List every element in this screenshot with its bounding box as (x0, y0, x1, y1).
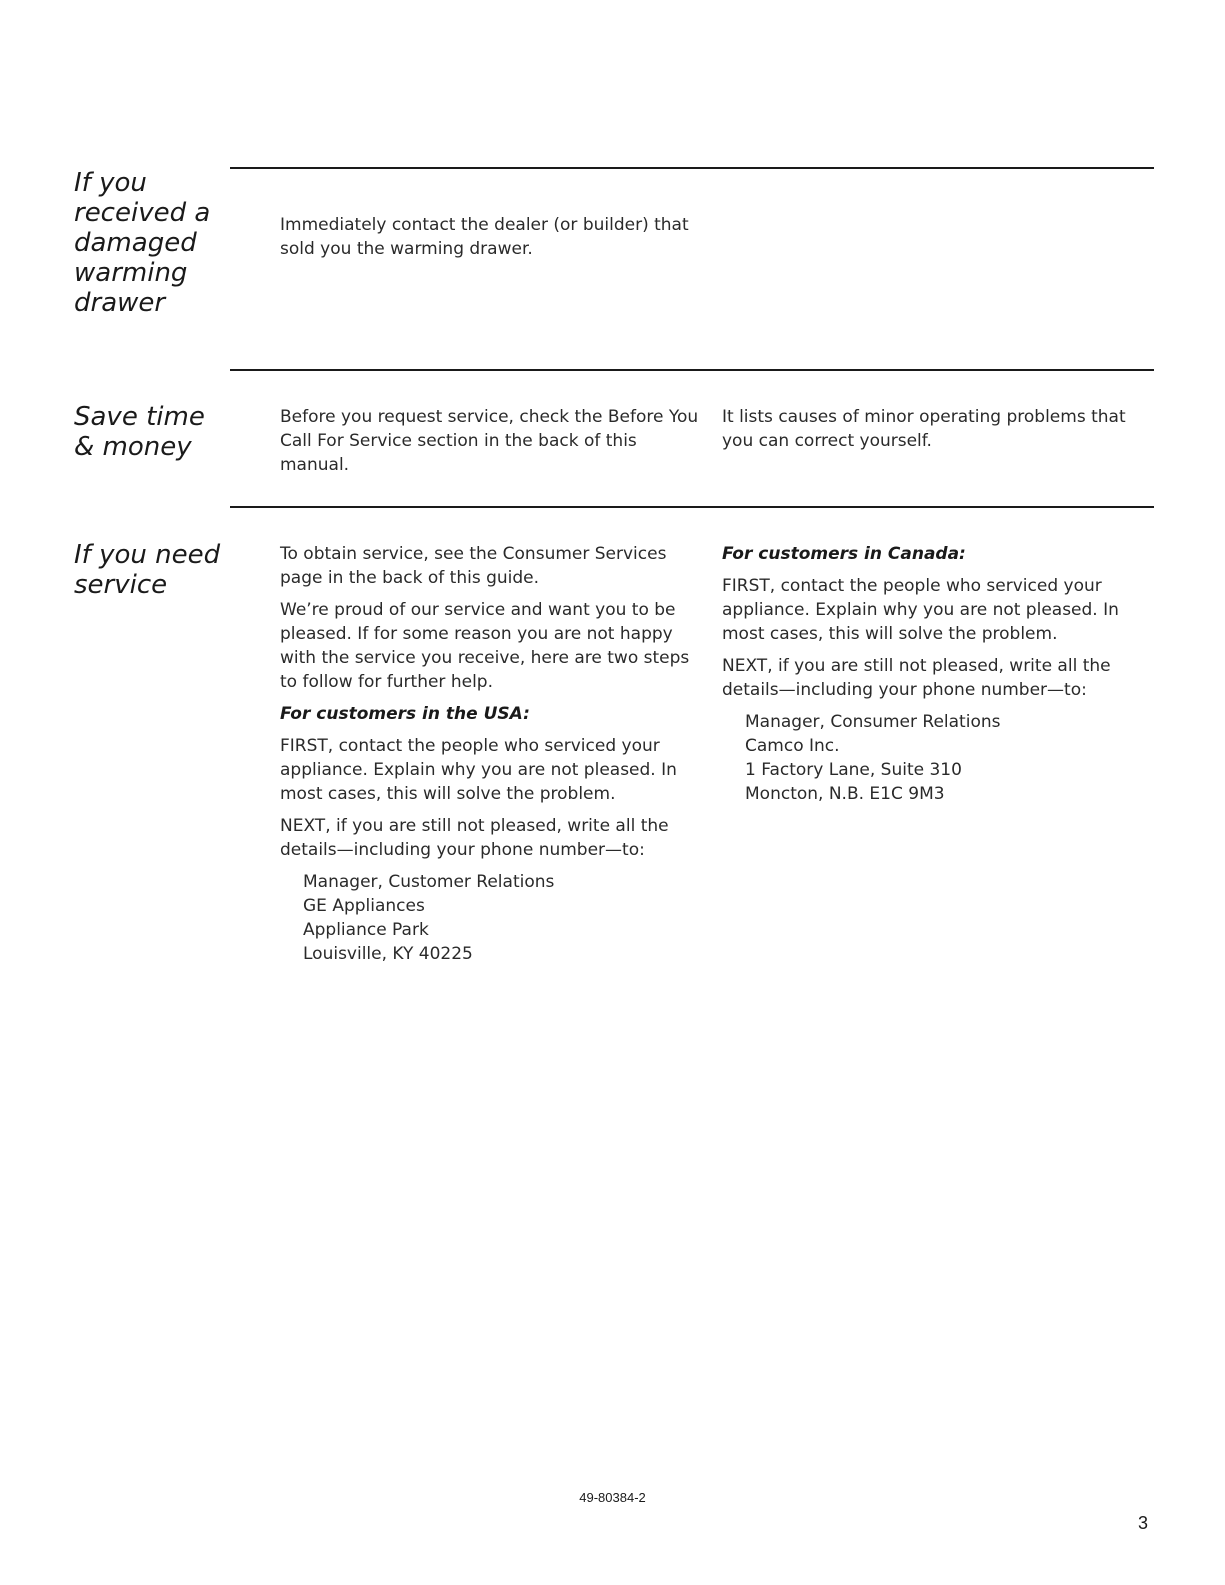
section-divider (230, 369, 1154, 371)
service-proud: We’re proud of our service and want you to be pleased. If for some reason you are not happy with the service you receive, here are two steps to follow for further help. (280, 600, 690, 692)
save-paragraph-right: It lists causes of minor operating problems that you can correct yourself. (722, 407, 1126, 451)
usa-first: FIRST, contact the people who serviced your appliance. Explain why you are not pleased. In most cases, this will solve the problem. (280, 736, 677, 804)
canada-first: FIRST, contact the people who serviced your appliance. Explain why you are not pleased. In most cases, this will solve the problem. (722, 576, 1119, 644)
page-number: 3 (1138, 1513, 1149, 1533)
usa-address-line: GE Appliances (303, 896, 425, 916)
service-intro: To obtain service, see the Consumer Services page in the back of this guide. (280, 544, 667, 588)
usa-subheading: For customers in the USA: (280, 704, 530, 724)
section-heading-service: If you need service (74, 540, 221, 600)
canada-address-line: Camco Inc. (745, 736, 840, 756)
canada-subheading: For customers in Canada: (722, 544, 966, 564)
usa-address-line: Manager, Customer Relations (303, 872, 555, 892)
section-divider (230, 167, 1154, 169)
service-usa-column (280, 542, 705, 966)
usa-address-line: Louisville, KY 40225 (303, 944, 473, 964)
usa-address-line: Appliance Park (303, 920, 429, 940)
canada-address (722, 710, 1137, 806)
canada-address-line: 1 Factory Lane, Suite 310 (745, 760, 962, 780)
save-text-left (280, 405, 705, 485)
canada-address-line: Manager, Consumer Relations (745, 712, 1001, 732)
section-heading-damaged: If you received a damaged warming drawer (74, 168, 211, 318)
section-divider (230, 506, 1154, 508)
damaged-paragraph: Immediately contact the dealer (or builder) that sold you the warming drawer. (280, 215, 689, 259)
save-text-right (722, 405, 1137, 461)
section-heading-save: Save time & money (74, 402, 205, 462)
canada-next: NEXT, if you are still not pleased, write all the details—including your phone number—to: (722, 656, 1111, 700)
save-paragraph-left: Before you request service, check the Before You Call For Service section in the back of this manual. (280, 407, 699, 475)
damaged-text (280, 213, 690, 269)
usa-address (280, 870, 705, 966)
document-number: 49-80384-2 (579, 1490, 646, 1505)
service-canada-column (722, 542, 1137, 806)
canada-address-line: Moncton, N.B. E1C 9M3 (745, 784, 945, 804)
usa-next: NEXT, if you are still not pleased, write all the details—including your phone number—to: (280, 816, 669, 860)
